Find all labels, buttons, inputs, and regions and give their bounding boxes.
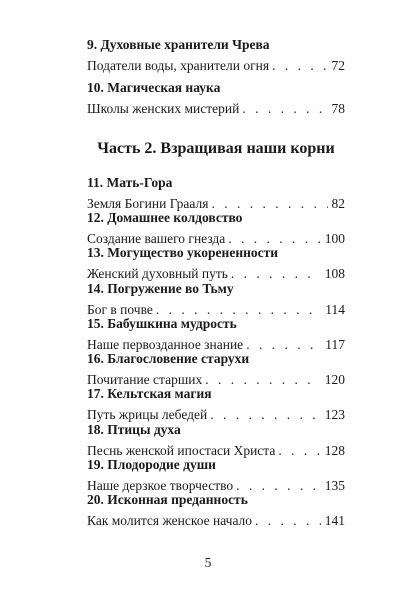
toc-entry-line — [87, 266, 345, 282]
toc-entry — [87, 351, 345, 388]
toc-entry-subtitle: Женский духовный путь — [87, 266, 228, 281]
toc-entry — [87, 492, 345, 529]
toc-entry-title: 18. Птицы духа — [87, 422, 181, 437]
toc-entry-subtitle: Земля Богини Грааля — [87, 196, 209, 211]
toc-entry — [87, 80, 345, 117]
toc-entry-subtitle: Песнь женской ипостаси Христа — [87, 443, 276, 458]
toc-entry-subtitle: Как молится женское начало — [87, 513, 253, 528]
toc-entry-page: 128 — [324, 443, 345, 458]
toc-entry — [87, 281, 345, 318]
toc-entry — [87, 422, 345, 459]
dot-leader — [210, 407, 321, 423]
dot-leader — [231, 266, 321, 282]
toc-entry-page: 123 — [324, 407, 345, 422]
dot-leader — [255, 513, 321, 529]
toc-entry-page: 135 — [324, 478, 345, 493]
toc-entry-subtitle: Наше первозданное знание — [87, 337, 244, 352]
part-heading: Часть 2. Взращивая наши корни — [97, 140, 335, 157]
toc-entry-title: 15. Бабушкина мудрость — [87, 316, 237, 331]
toc-entry-page: 82 — [331, 196, 345, 211]
dot-leader — [242, 101, 327, 117]
toc-entry-title: 19. Плодородие души — [87, 457, 216, 472]
toc-entry-title: 13. Могущество укорененности — [87, 245, 279, 260]
toc-entry — [87, 210, 345, 247]
toc-entry-page: 108 — [324, 266, 345, 281]
toc-entry-line — [87, 513, 345, 529]
toc-entry-subtitle: Школы женских мистерий — [87, 101, 240, 116]
toc-entry-subtitle: Бог в почве — [87, 302, 153, 317]
toc-entry — [87, 316, 345, 353]
toc-entry-line — [87, 58, 345, 74]
dot-leader — [272, 58, 327, 74]
toc-entry-page: 117 — [325, 337, 345, 352]
toc-entry-page: 120 — [324, 372, 345, 387]
toc-entry — [87, 37, 345, 74]
toc-entry-subtitle: Податели воды, хранители огня — [87, 58, 270, 73]
toc-entry — [87, 175, 345, 212]
toc-entry-line — [87, 407, 345, 423]
toc-entry-subtitle: Почитание старших — [87, 372, 203, 387]
toc-entry-page: 78 — [331, 101, 345, 116]
toc-entry-line — [87, 101, 345, 117]
toc-entry-title: 20. Исконная преданность — [87, 492, 248, 507]
toc-entry-title: 11. Мать-Гора — [87, 175, 173, 190]
toc-entry-page: 114 — [325, 302, 345, 317]
toc-entry — [87, 457, 345, 494]
toc-entry-title: 10. Магическая наука — [87, 80, 221, 95]
toc-entry — [87, 386, 345, 423]
page-number: 5 — [204, 555, 212, 570]
toc-entry-title: 9. Духовные хранители Чрева — [87, 37, 270, 52]
toc-entry-title: 16. Благословение старухи — [87, 351, 250, 366]
toc-entry-title: 17. Кельтская магия — [87, 386, 212, 401]
toc-entry-title: 12. Домашнее колдовство — [87, 210, 243, 225]
toc-entry-subtitle: Наше дерзкое творчество — [87, 478, 234, 493]
toc-entry-subtitle: Создание вашего гнезда — [87, 231, 226, 246]
toc-entry-page: 72 — [331, 58, 345, 73]
toc-entry-subtitle: Путь жрицы лебедей — [87, 407, 208, 422]
toc-entry — [87, 245, 345, 282]
toc-entry-page: 100 — [324, 231, 345, 246]
toc-entry-title: 14. Погружение во Тьму — [87, 281, 234, 296]
toc-entry-page: 141 — [324, 513, 345, 528]
